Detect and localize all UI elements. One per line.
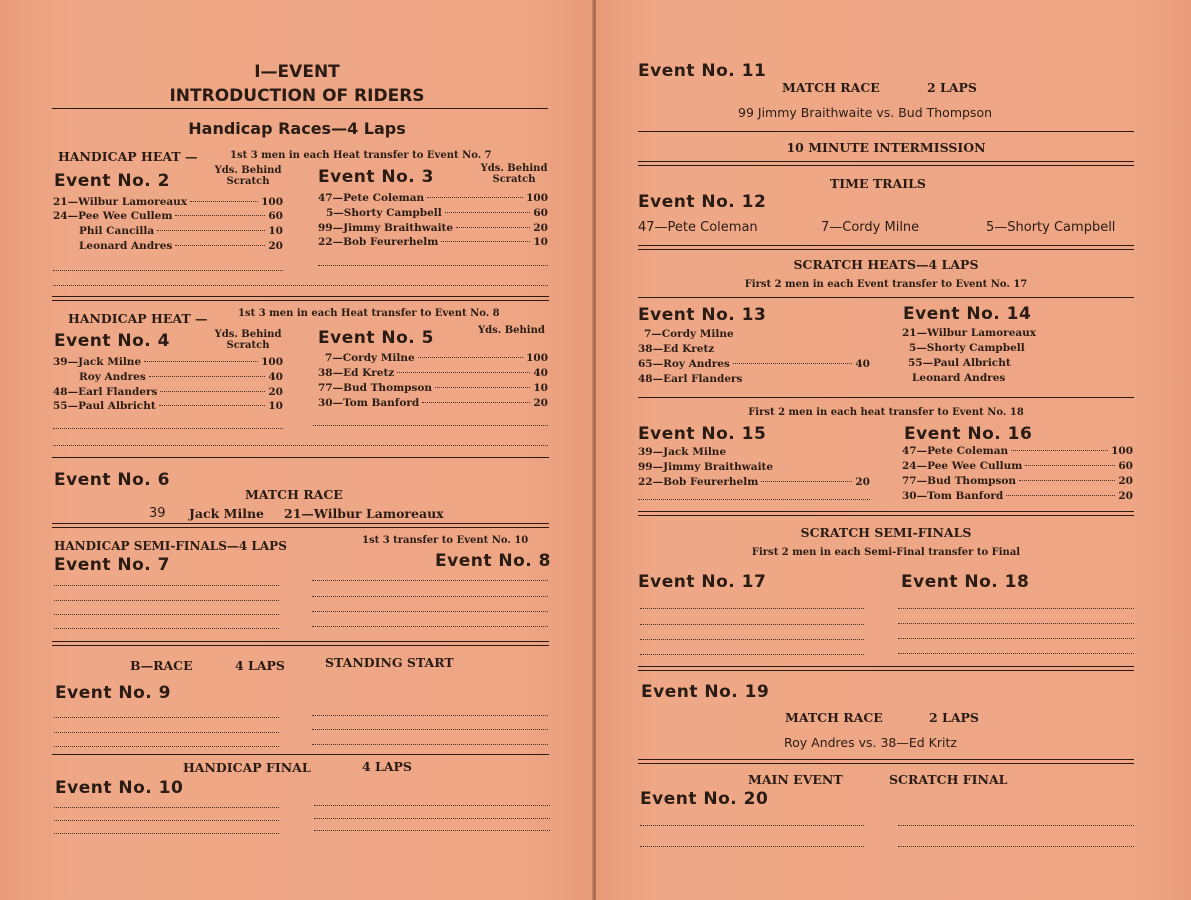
event-19-matchup: Roy Andres vs. 38—Ed Kritz: [784, 735, 957, 750]
handicap-final-laps: 4 LAPS: [362, 759, 412, 774]
list-item: 39—Jack Milne 100: [53, 356, 283, 368]
handicap-heat-note: 1st 3 men in each Heat transfer to Event No. 7: [230, 150, 492, 161]
list-item: 77—Bud Thompson 20: [902, 475, 1133, 487]
list-item: Leonard Andres: [912, 372, 1006, 384]
event-20-title: Event No. 20: [640, 789, 769, 809]
handicap-races-heading: Handicap Races—4 Laps: [188, 119, 406, 138]
event-11-match-race: MATCH RACE: [782, 80, 880, 95]
event-19-laps: 2 LAPS: [929, 710, 979, 725]
event-13-title: Event No. 13: [638, 305, 767, 325]
title-introduction: INTRODUCTION OF RIDERS: [169, 86, 425, 106]
event-5-yds-header: Yds. Behind: [478, 325, 545, 336]
event-6-number: 39: [149, 506, 166, 521]
list-item: 7—Cordy Milne 100: [325, 352, 548, 364]
event-14-title: Event No. 14: [903, 304, 1032, 324]
event-19-match-race: MATCH RACE: [785, 710, 883, 725]
list-item: Leonard Andres 20: [79, 240, 283, 252]
title-event-1: I—EVENT: [254, 62, 340, 82]
list-item: 99—Jimmy Braithwaite: [638, 461, 774, 473]
event-12-rider-2: 7—Cordy Milne: [821, 220, 920, 235]
event-7-title: Event No. 7: [54, 555, 170, 575]
handicap-semi-finals-heading: HANDICAP SEMI-FINALS—4 LAPS: [54, 539, 287, 553]
event-5-title: Event No. 5: [318, 328, 434, 348]
event-11-matchup: 99 Jimmy Braithwaite vs. Bud Thompson: [738, 105, 993, 120]
scratch-heats-note: First 2 men in each Event transfer to Event No. 17: [744, 279, 1028, 290]
event-4-yds-header: Yds. Behind Scratch: [214, 329, 282, 351]
list-item: 65—Roy Andres 40: [638, 358, 870, 370]
list-item: 48—Earl Flanders 20: [53, 386, 283, 398]
event-18-title: Event No. 18: [901, 572, 1030, 592]
list-item: 21—Wilbur Lamoreaux: [902, 327, 1037, 339]
list-item: 47—Pete Coleman 100: [318, 192, 548, 204]
event-4-title: Event No. 4: [54, 331, 170, 351]
list-item: 38—Ed Kretz 40: [318, 367, 548, 379]
intermission-heading: 10 MINUTE INTERMISSION: [786, 140, 986, 155]
b-race-label: B—RACE: [130, 658, 193, 673]
b-race-laps: 4 LAPS: [235, 658, 285, 673]
left-page: [0, 0, 594, 900]
event-11-title: Event No. 11: [638, 61, 767, 81]
right-page: [596, 0, 1191, 900]
handicap-final-label: HANDICAP FINAL: [183, 760, 311, 775]
list-item: 48—Earl Flanders: [638, 373, 743, 385]
list-item: 24—Pee Wee Cullem 60: [53, 210, 283, 222]
event-19-title: Event No. 19: [641, 682, 770, 702]
event-2-yds-header: Yds. Behind Scratch: [214, 165, 282, 187]
list-item: 7—Cordy Milne: [644, 328, 734, 340]
list-item: 22—Bob Feurerhelm 10: [318, 236, 548, 248]
list-item: 99—Jimmy Braithwaite 20: [318, 222, 548, 234]
handicap-heat-label: HANDICAP HEAT —: [58, 149, 198, 164]
time-trials-heading: TIME TRAILS: [830, 176, 926, 191]
main-event-label: MAIN EVENT: [748, 772, 843, 787]
event-12-rider-3: 5—Shorty Campbell: [986, 220, 1116, 235]
list-item: 21—Wilbur Lamoreaux 100: [53, 196, 283, 208]
list-item: 77—Bud Thompson 10: [318, 382, 548, 394]
list-item: 47—Pete Coleman 100: [902, 445, 1133, 457]
list-item: 30—Tom Banford 20: [318, 397, 548, 409]
event-12-rider-1: 47—Pete Coleman: [638, 220, 758, 235]
list-item: 5—Shorty Campbell: [909, 342, 1025, 354]
event-9-title: Event No. 9: [55, 683, 171, 703]
list-item: Roy Andres 40: [79, 371, 283, 383]
event-8-title: Event No. 8: [435, 551, 551, 571]
event-3-title: Event No. 3: [318, 167, 434, 187]
event-12-title: Event No. 12: [638, 192, 767, 212]
handicap-semi-finals-note: 1st 3 transfer to Event No. 10: [362, 535, 529, 546]
event-3-yds-header: Yds. Behind Scratch: [480, 163, 548, 185]
event-6-rider-2: 21—Wilbur Lamoreaux: [284, 506, 444, 521]
b-race-standing-start: STANDING START: [325, 655, 454, 670]
list-item: 5—Shorty Campbell 60: [326, 207, 548, 219]
list-item: 30—Tom Banford 20: [902, 490, 1133, 502]
scratch-heats-note-2: First 2 men in each heat transfer to Event No. 18: [748, 407, 1024, 418]
event-6-rider-1: Jack Milne: [189, 506, 265, 521]
event-6-title: Event No. 6: [54, 470, 170, 490]
list-item: Phil Cancilla 10: [79, 225, 283, 237]
list-item: 39—Jack Milne: [638, 446, 727, 458]
event-17-title: Event No. 17: [638, 572, 767, 592]
event-2-title: Event No. 2: [54, 171, 170, 191]
event-16-title: Event No. 16: [904, 424, 1033, 444]
event-6-match-race: MATCH RACE: [245, 487, 343, 502]
handicap-heat-note-2: 1st 3 men in each Heat transfer to Event No. 8: [238, 308, 500, 319]
event-11-laps: 2 LAPS: [927, 80, 977, 95]
list-item: 38—Ed Kretz: [638, 343, 715, 355]
list-item: 55—Paul Albricht 10: [53, 400, 283, 412]
scratch-semi-finals-heading: SCRATCH SEMI-FINALS: [800, 525, 972, 540]
event-15-title: Event No. 15: [638, 424, 767, 444]
list-item: 24—Pee Wee Cullum 60: [902, 460, 1133, 472]
list-item: 55—Paul Albricht: [908, 357, 1011, 369]
event-10-title: Event No. 10: [55, 778, 184, 798]
scratch-final-label: SCRATCH FINAL: [889, 772, 1008, 787]
scratch-semi-finals-note: First 2 men in each Semi-Final transfer to Final: [751, 547, 1021, 558]
list-item: 22—Bob Feurerhelm 20: [638, 476, 870, 488]
handicap-heat-label-2: HANDICAP HEAT —: [68, 311, 208, 326]
scratch-heats-heading: SCRATCH HEATS—4 LAPS: [793, 257, 979, 272]
